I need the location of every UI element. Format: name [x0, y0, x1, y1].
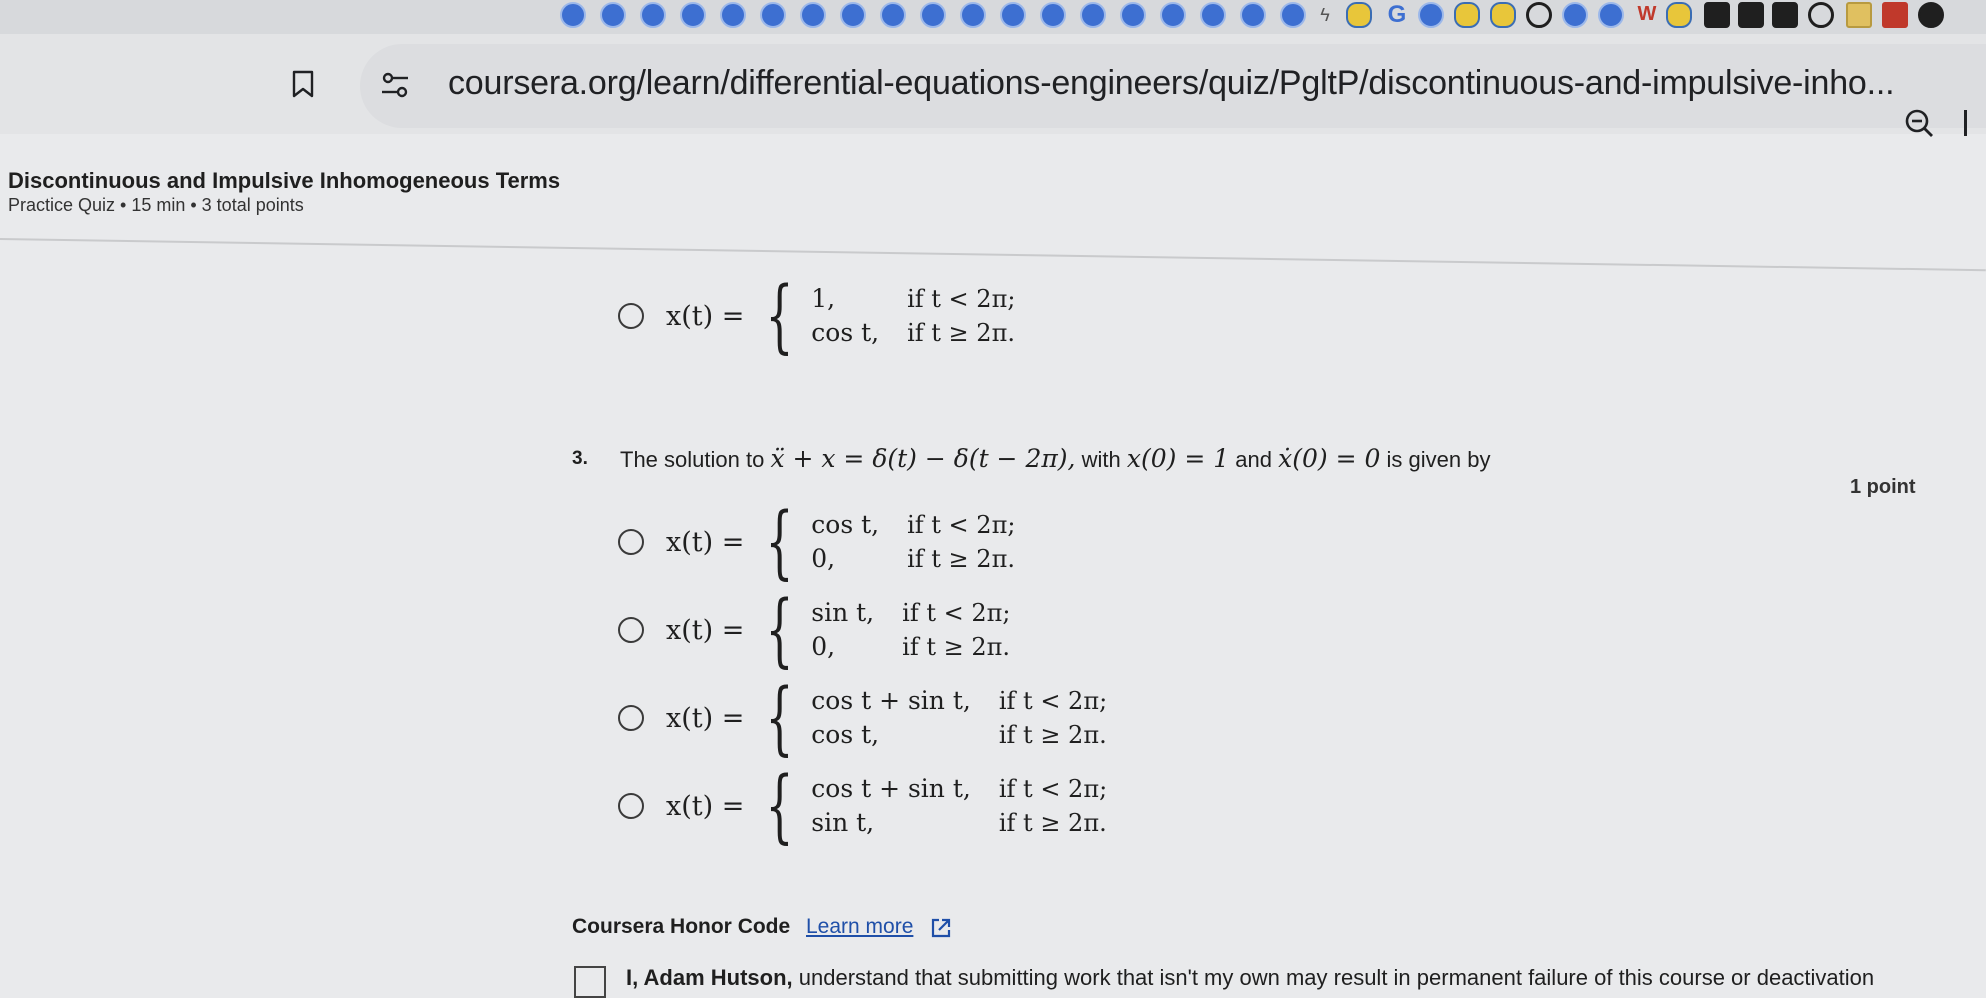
- student-name: I, Adam Hutson,: [626, 965, 793, 990]
- learn-more-link[interactable]: Learn more: [806, 915, 914, 938]
- left-brace: {: [765, 583, 794, 676]
- bookmark-icon[interactable]: [292, 70, 314, 98]
- coursera-tab-icon[interactable]: [1000, 2, 1026, 28]
- radio-button[interactable]: [618, 617, 644, 643]
- python-tab-icon[interactable]: [1490, 2, 1516, 28]
- github-tab-icon[interactable]: [1808, 2, 1834, 28]
- case-condition: if t ≥ 2π.: [907, 545, 1015, 573]
- option-lhs: x(t) =: [666, 300, 745, 332]
- initial-condition-1: x(0) = 1: [1126, 444, 1230, 473]
- python-tab-icon[interactable]: [1454, 2, 1480, 28]
- case-expr: cos t + sin t,: [811, 686, 971, 715]
- coursera-tab-icon[interactable]: [560, 2, 586, 28]
- piecewise-cases: [811, 686, 1107, 750]
- coursera-tab-icon[interactable]: [1200, 2, 1226, 28]
- radio-button[interactable]: [618, 793, 644, 819]
- case-condition: if t < 2π;: [998, 775, 1108, 803]
- github-tab-icon[interactable]: [1526, 2, 1552, 28]
- wolfram-tab-icon[interactable]: W: [1637, 3, 1657, 25]
- question-text-post: is given by: [1386, 447, 1491, 472]
- coursera-tab-icon[interactable]: [760, 2, 786, 28]
- question-points: 1 point: [1850, 476, 1916, 498]
- case-condition: if t < 2π;: [998, 687, 1108, 715]
- radio-button[interactable]: [618, 303, 644, 329]
- notion-tab-icon[interactable]: [1772, 2, 1798, 28]
- coursera-tab-icon[interactable]: [840, 2, 866, 28]
- case-expr: cos t,: [811, 720, 880, 749]
- coursera-tab-icon[interactable]: [880, 2, 906, 28]
- case-condition: if t ≥ 2π.: [998, 721, 1107, 749]
- checkbox[interactable]: [574, 966, 606, 998]
- answer-option-a[interactable]: [618, 495, 1016, 588]
- question-text-pre: The solution to: [620, 447, 765, 472]
- answer-option-b[interactable]: [618, 583, 1011, 676]
- toolbar-divider: [1964, 110, 1967, 136]
- coursera-tab-icon[interactable]: [1598, 2, 1624, 28]
- case-expr: 0,: [811, 632, 836, 661]
- case-expr: cos t,: [811, 318, 880, 347]
- case-expr: 1,: [811, 284, 836, 313]
- external-link-icon[interactable]: [930, 917, 952, 939]
- page-title: Discontinuous and Impulsive Inhomogeneous Terms: [8, 168, 561, 193]
- header-divider: [0, 238, 1986, 271]
- case-expr: cos t + sin t,: [811, 774, 971, 803]
- answer-option-c[interactable]: [618, 671, 1108, 764]
- question-equation: ẍ + x = δ(t) − δ(t − 2π),: [770, 444, 1076, 473]
- coursera-tab-icon[interactable]: [1562, 2, 1588, 28]
- tune-icon[interactable]: [380, 71, 410, 99]
- honor-code-text: understand that submitting work that isn't my own may result in permanent failure of this course or deactivation: [792, 965, 1875, 990]
- notion-tab-icon[interactable]: [1738, 2, 1764, 28]
- case-expr: 0,: [811, 544, 836, 573]
- coursera-tab-icon[interactable]: [1120, 2, 1146, 28]
- case-condition: if t ≥ 2π.: [907, 319, 1015, 347]
- coursera-tab-icon[interactable]: [1240, 2, 1266, 28]
- case-condition: if t < 2π;: [907, 285, 1016, 313]
- piecewise-cases: [811, 598, 1010, 662]
- coursera-tab-icon[interactable]: [960, 2, 986, 28]
- coursera-tab-icon[interactable]: [720, 2, 746, 28]
- coursera-tab-icon[interactable]: [1418, 2, 1444, 28]
- coursera-tab-icon[interactable]: [800, 2, 826, 28]
- question-text: [620, 444, 1490, 473]
- quiz-meta: Practice Quiz • 15 min • 3 total points: [8, 195, 304, 215]
- option-lhs: x(t) =: [666, 790, 745, 822]
- case-condition: if t ≥ 2π.: [998, 809, 1107, 837]
- answer-option-d[interactable]: [618, 759, 1108, 852]
- piecewise-cases: [811, 284, 1015, 348]
- url-text[interactable]: coursera.org/learn/differential-equations-engineers/quiz/PgltP/discontinuous-and-impulsive-inho...: [448, 64, 1895, 102]
- coursera-tab-icon[interactable]: [640, 2, 666, 28]
- left-brace: {: [765, 495, 794, 588]
- piecewise-cases: [811, 510, 1015, 574]
- question-text-with: with: [1081, 447, 1121, 472]
- notion-tab-icon[interactable]: [1704, 2, 1730, 28]
- radio-button[interactable]: [618, 705, 644, 731]
- left-brace: {: [765, 269, 794, 362]
- radio-button[interactable]: [618, 529, 644, 555]
- question-number: 3.: [572, 448, 588, 469]
- question-text-and: and: [1235, 447, 1272, 472]
- left-brace: {: [765, 759, 794, 852]
- honor-code-title: Coursera Honor Code: [572, 915, 791, 938]
- case-expr: cos t,: [811, 510, 880, 539]
- coursera-tab-icon[interactable]: [1080, 2, 1106, 28]
- app-tab-icon[interactable]: [1918, 2, 1944, 28]
- left-brace: {: [765, 671, 794, 764]
- coursera-tab-icon[interactable]: [1040, 2, 1066, 28]
- google-tab-icon[interactable]: G: [1387, 1, 1407, 28]
- coursera-tab-icon[interactable]: [680, 2, 706, 28]
- grid-tab-icon[interactable]: [1846, 2, 1872, 28]
- case-condition: if t < 2π;: [902, 599, 1011, 627]
- case-condition: if t < 2π;: [907, 511, 1016, 539]
- case-condition: if t ≥ 2π.: [902, 633, 1011, 661]
- python-tab-icon[interactable]: [1346, 2, 1372, 28]
- honor-code-statement: [626, 965, 1874, 991]
- option-lhs: x(t) =: [666, 702, 745, 734]
- coursera-tab-icon[interactable]: [600, 2, 626, 28]
- case-expr: sin t,: [811, 808, 875, 837]
- answer-option[interactable]: [618, 269, 1016, 362]
- zoom-out-icon[interactable]: [1904, 108, 1934, 138]
- python-tab-icon[interactable]: [1666, 2, 1692, 28]
- piecewise-cases: [811, 774, 1107, 838]
- option-lhs: x(t) =: [666, 526, 745, 558]
- coursera-tab-icon[interactable]: [920, 2, 946, 28]
- tab-strip: [0, 0, 1986, 34]
- app-tab-icon[interactable]: [1882, 2, 1908, 28]
- coursera-tab-icon[interactable]: [1160, 2, 1186, 28]
- case-expr: sin t,: [811, 598, 875, 627]
- coursera-tab-icon[interactable]: [1280, 2, 1306, 28]
- bolt-tab-icon[interactable]: ϟ: [1320, 5, 1330, 25]
- initial-condition-2: ẋ(0) = 0: [1278, 444, 1381, 473]
- option-lhs: x(t) =: [666, 614, 745, 646]
